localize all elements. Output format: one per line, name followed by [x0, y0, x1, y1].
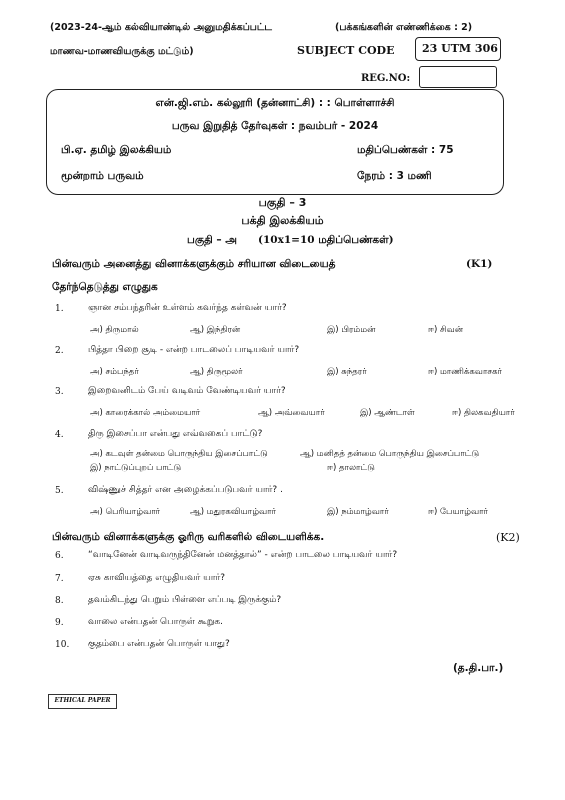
- section-a-marks: (10x1=10 மதிப்பெண்கள்): [258, 234, 394, 246]
- question-text: ஞான சம்பந்தரின் உள்ளம் கவர்ந்த கள்வன் யார்?: [88, 303, 287, 313]
- section-a-instruction-1: பின்வரும் அனைத்து வினாக்களுக்கும் சரியான விடையைத்: [52, 258, 336, 270]
- semester: மூன்றாம் பருவம்: [61, 170, 144, 182]
- question-text: ஏசு காவியத்தை எழுதியவர் யார்?: [88, 573, 226, 583]
- question-text: விஷ்ணுச் சித்தர் என அழைக்கப்படுபவர் யார்? .: [88, 485, 283, 495]
- section-a-level: (K1): [466, 258, 493, 270]
- question-number: 2.: [55, 346, 64, 356]
- section-a-instruction-2: தேர்ந்தெடுத்து எழுதுக: [52, 281, 158, 293]
- option-b: ஆ) அவ்வையார்: [258, 408, 325, 418]
- option-b: ஆ) திருமூலர்: [190, 367, 243, 377]
- college-name: என்.ஜி.எம். கல்லூரி (தன்னாட்சி) : : பொள்ளாச்சி: [155, 97, 395, 109]
- option-c: இ) பிரம்மன்: [327, 325, 376, 335]
- question-text: குதம்பை என்பதன் பொருள் யாது?: [88, 639, 230, 649]
- question-number: 7.: [55, 574, 64, 584]
- exam-session: பருவ இறுதித் தேர்வுகள் : நவம்பர் - 2024: [171, 120, 379, 132]
- option-a: அ) சம்பந்தர்: [90, 367, 139, 377]
- question-text: திரு இசைப்பா என்பது எவ்வகைப் பாட்டு?: [88, 429, 263, 439]
- part-title: பகுதி – 3: [258, 196, 307, 209]
- question-text: வாலை என்பதன் பொருள் கூறுக.: [88, 617, 223, 627]
- question-text: பித்தா பிறை சூடி - என்ற பாடலைப் பாடியவர் யார்?: [88, 345, 300, 355]
- please-turn-over: (த.தி.பா.): [453, 662, 504, 674]
- option-d: ஈ) தாலாட்டு: [327, 463, 375, 473]
- option-c: இ) நம்மாழ்வார்: [327, 507, 389, 517]
- option-d: ஈ) பேயாழ்வார்: [428, 507, 488, 517]
- subject-code-label: SUBJECT CODE: [297, 44, 395, 57]
- question-text: இறைவனிடம் பேய் வடிவம் வேண்டியவர் யார்?: [88, 386, 286, 396]
- subject-code-box: [415, 37, 501, 61]
- header-page-count: (பக்கங்களின் எண்ணிக்கை : 2): [335, 22, 473, 33]
- option-a: அ) காரைக்கால் அம்மையார்: [90, 408, 201, 418]
- course-name: பி.ஏ. தமிழ் இலக்கியம்: [61, 144, 172, 156]
- option-b: ஆ) மதுரகவியாழ்வார்: [190, 507, 277, 517]
- option-d: ஈ) மாணிக்கவாசகர்: [428, 367, 502, 377]
- question-number: 10.: [55, 640, 70, 650]
- option-b: ஆ) இந்திரன்: [190, 325, 241, 335]
- reg-no-input[interactable]: [419, 66, 497, 88]
- paper-title: பக்தி இலக்கியம்: [241, 214, 324, 227]
- section-b-level: (K2): [496, 531, 520, 544]
- max-marks: மதிப்பெண்கள் : 75: [357, 144, 454, 156]
- subject-code-value: 23 UTM 306: [422, 42, 498, 55]
- question-text: தவம்கிடந்து பெறும் பிள்ளை எப்படி இருக்கும்?: [88, 595, 282, 605]
- question-text: “வாடினேன் வாடிவருந்தினேன் மனத்தால்” - என்ற பாடலை பாடியவர் யார்?: [88, 550, 398, 560]
- option-a: அ) கடவுள் தன்மை பொருந்திய இசைப்பாட்டு: [90, 449, 268, 459]
- header-admission-note: (2023-24-ஆம் கல்வியாண்டில் அனுமதிக்கப்பட்ட: [50, 22, 272, 33]
- section-a-label: பகுதி – அ: [187, 234, 237, 246]
- option-a: அ) பெரியாழ்வார்: [90, 507, 161, 517]
- option-d: ஈ) திலகவதியார்: [452, 408, 515, 418]
- option-c: இ) ஆண்டாள்: [360, 408, 415, 418]
- option-c: இ) நாட்டுப்புறப் பாட்டு: [90, 463, 182, 473]
- option-a: அ) திருமால்: [90, 325, 139, 335]
- option-d: ஈ) சிவன்: [428, 325, 464, 335]
- header-students-only: மாணவ-மாணவியருக்கு மட்டும்): [50, 46, 194, 57]
- option-b: ஆ) மனிதத் தன்மை பொருந்திய இசைப்பாட்டு: [300, 449, 480, 459]
- ethical-paper-stamp: [48, 694, 117, 709]
- duration: நேரம் : 3 மணி: [357, 170, 432, 182]
- question-number: 9.: [55, 618, 64, 628]
- ethical-paper-text: ETHICAL PAPER: [54, 697, 111, 704]
- exam-info-box: [46, 89, 504, 195]
- question-number: 5.: [55, 486, 64, 496]
- section-b-instruction: பின்வரும் வினாக்களுக்கு ஓரிரு வரிகளில் விடையளிக்க.: [52, 531, 325, 543]
- reg-no-label: REG.NO:: [361, 73, 411, 84]
- option-c: இ) சுந்தரர்: [327, 367, 367, 377]
- question-number: 6.: [55, 551, 64, 561]
- question-number: 8.: [55, 596, 64, 606]
- question-number: 1.: [55, 304, 64, 314]
- question-number: 3.: [55, 387, 64, 397]
- question-number: 4.: [55, 430, 64, 440]
